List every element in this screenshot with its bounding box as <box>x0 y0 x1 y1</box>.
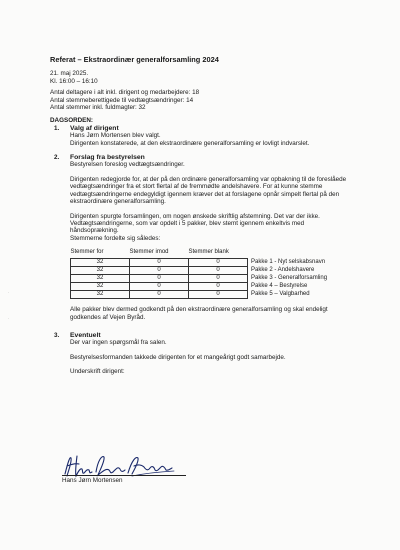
agenda-item-number: 2. <box>54 154 60 162</box>
agenda-item-text: Stemmerne fordelte sig således: <box>70 234 161 242</box>
package-label: Pakke 1 - Nyt selskabsnavn <box>251 259 326 266</box>
agenda-item-number: 1. <box>54 124 60 132</box>
votes-for-cell: 32 <box>71 283 130 291</box>
votes-blank-cell: 0 <box>189 283 248 291</box>
stat-eligible: Antal stemmeberettigede til vedtægtsændringer: 14 <box>50 96 194 104</box>
votes-blank-cell: 0 <box>189 259 248 267</box>
agenda-item-title: Valg af dirigent <box>70 124 119 132</box>
agenda-item-text: Der var ingen spørgsmål fra salen. <box>70 339 167 347</box>
stat-participants: Antal deltagere i alt inkl. dirigent og medarbejdere: 18 <box>50 89 200 97</box>
signature-label: Underskrift dirigent: <box>70 368 125 376</box>
agenda-item-title: Forslag fra bestyrelsen <box>70 154 145 162</box>
meeting-date: 21. maj 2025. <box>50 70 89 78</box>
agenda-item-1 <box>50 125 350 147</box>
votes-blank-cell: 0 <box>189 275 248 283</box>
table-row <box>71 267 330 275</box>
agenda-item-text: Hans Jørn Mortensen blev valgt. <box>70 132 161 140</box>
table-row <box>71 291 330 299</box>
document-title: Referat – Ekstraordinær generalforsamling 2024 <box>50 55 219 64</box>
votes-for-cell: 32 <box>71 275 130 283</box>
votes-against-cell: 0 <box>130 283 189 291</box>
package-label: Pakke 3 - Generalforsamling <box>251 275 328 282</box>
package-label: Pakke 2 - Andelshavere <box>251 267 315 274</box>
votes-for-cell: 32 <box>71 259 130 267</box>
table-row <box>71 283 330 291</box>
table-row <box>71 275 330 283</box>
agenda-item-text: Dirigenten konstaterede, at den ekstraordinære generalforsamling er lovligt indvarslet. <box>70 139 310 147</box>
votes-against-cell: 0 <box>130 267 189 275</box>
votes-header-against: Stemmer imod <box>129 249 169 256</box>
margin-mark: · <box>8 316 10 321</box>
agenda-item-3 <box>50 332 350 376</box>
votes-against-cell: 0 <box>130 291 189 299</box>
votes-for-cell: 32 <box>71 267 130 275</box>
signature-line <box>62 475 186 476</box>
votes-against-cell: 0 <box>130 275 189 283</box>
votes-against-cell: 0 <box>130 259 189 267</box>
agenda-item-text: Alle pakker blev dermed godkendt på den ekstraordinære generalforsamling og skal endeligt godkendes af Vejen Byråd. <box>70 306 328 321</box>
agenda-item-text: Dirigenten redegjorde for, at der på den ordinære generalforsamling var opbakning til de foreslåede vedtægtsændringer fra et stort flertal af de fremmødte andelshavere. For at kunne stemme vedtægtsændringerne endegyldigt igennem kræver det at forslagene opnår simpelt flertal på den ekstraordinære generalforsamling. <box>70 175 347 206</box>
votes-for-cell: 32 <box>71 291 130 299</box>
package-label: Pakke 4 – Bestyrelse <box>251 283 308 290</box>
margin-mark: · <box>8 290 10 295</box>
votes-blank-cell: 0 <box>189 267 248 275</box>
agenda-item-title: Eventuelt <box>70 331 101 339</box>
agenda-heading: DAGSORDEN: <box>50 117 94 125</box>
votes-header-for: Stemmer for <box>70 249 104 256</box>
minutes-body <box>50 56 350 376</box>
agenda-item-text: Bestyrelsesformanden takkede dirigenten for et mangeårigt godt samarbejde. <box>70 353 286 361</box>
agenda-item-text: Dirigenten spurgte forsamlingen, om nogen ønskede skriftlig afstemning. Det var der ikke. Vedtægtsændringerne, som var opdelt i 5 pakker, blev stemt igennem enkeltvis med håndsoprækning. <box>70 212 320 235</box>
table-row <box>71 259 330 267</box>
package-label: Pakke 5 – Valgbarhed <box>251 291 310 298</box>
meeting-time: Kl. 16:00 – 16:10 <box>50 77 98 85</box>
agenda-item-2 <box>50 154 350 321</box>
votes-table <box>70 249 330 299</box>
signature-name: Hans Jørn Mortensen <box>62 477 123 484</box>
votes-blank-cell: 0 <box>189 291 248 299</box>
agenda-item-number: 3. <box>54 331 60 339</box>
stat-votes: Antal stemmer inkl. fuldmagter: 32 <box>50 104 146 112</box>
agenda-item-text: Bestyrelsen foreslog vedtægtsændringer. <box>70 161 185 169</box>
votes-header-blank: Stemmer blank <box>188 249 229 256</box>
